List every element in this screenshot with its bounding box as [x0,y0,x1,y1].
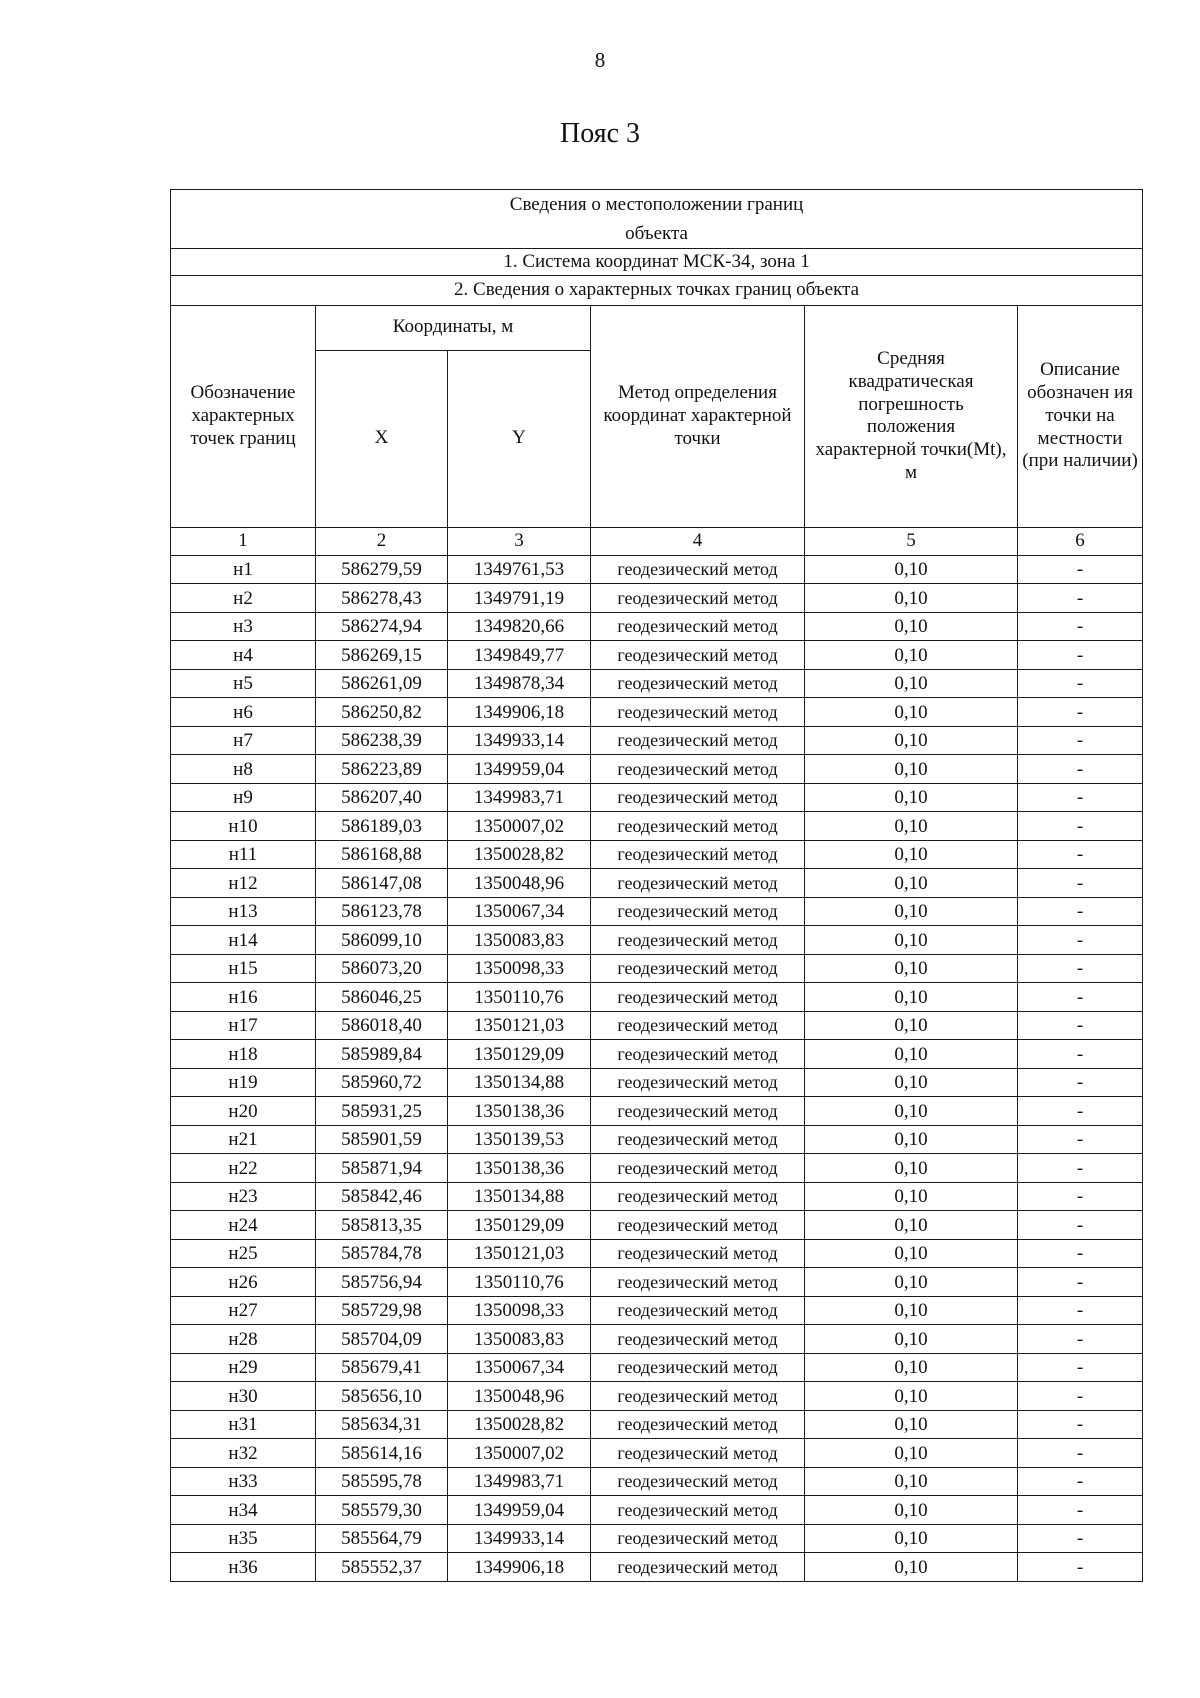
description-cell: - [1018,698,1143,727]
x-coordinate-cell: 585614,16 [316,1439,448,1468]
method-cell: геодезический метод [591,1524,805,1553]
point-cell: н10 [171,812,316,841]
method-cell: геодезический метод [591,812,805,841]
x-coordinate-cell: 585595,78 [316,1467,448,1496]
x-coordinate-cell: 586261,09 [316,669,448,698]
method-cell: геодезический метод [591,1439,805,1468]
y-coordinate-cell: 1349933,14 [448,726,591,755]
y-coordinate-cell: 1350129,09 [448,1040,591,1069]
error-cell: 0,10 [805,926,1018,955]
table-row [171,954,1143,983]
table-row [171,869,1143,898]
description-cell: - [1018,954,1143,983]
error-cell: 0,10 [805,1097,1018,1126]
point-cell: н17 [171,1011,316,1040]
table-row [171,726,1143,755]
point-cell: н1 [171,555,316,584]
error-cell: 0,10 [805,812,1018,841]
error-cell: 0,10 [805,1410,1018,1439]
error-cell: 0,10 [805,1553,1018,1582]
x-coordinate-cell: 586168,88 [316,840,448,869]
error-cell: 0,10 [805,1239,1018,1268]
method-cell: геодезический метод [591,1097,805,1126]
error-cell: 0,10 [805,783,1018,812]
description-cell: - [1018,783,1143,812]
error-cell: 0,10 [805,1154,1018,1183]
x-coordinate-cell: 585931,25 [316,1097,448,1126]
x-coordinate-cell: 586279,59 [316,555,448,584]
description-cell: - [1018,669,1143,698]
description-cell: - [1018,1239,1143,1268]
error-cell: 0,10 [805,1524,1018,1553]
table-row [171,1182,1143,1211]
x-coordinate-cell: 585813,35 [316,1211,448,1240]
description-cell: - [1018,1097,1143,1126]
point-cell: н23 [171,1182,316,1211]
method-cell: геодезический метод [591,755,805,784]
method-cell: геодезический метод [591,1268,805,1297]
x-coordinate-cell: 585704,09 [316,1325,448,1354]
table-row [171,983,1143,1012]
y-coordinate-cell: 1350083,83 [448,926,591,955]
point-cell: н9 [171,783,316,812]
y-coordinate-cell: 1350134,88 [448,1068,591,1097]
description-cell: - [1018,983,1143,1012]
table-row [171,1496,1143,1525]
method-cell: геодезический метод [591,555,805,584]
method-cell: геодезический метод [591,1211,805,1240]
description-cell: - [1018,1068,1143,1097]
point-cell: н31 [171,1410,316,1439]
description-cell: - [1018,612,1143,641]
point-cell: н5 [171,669,316,698]
description-cell: - [1018,755,1143,784]
method-cell: геодезический метод [591,897,805,926]
method-cell: геодезический метод [591,1296,805,1325]
table-row [171,698,1143,727]
error-cell: 0,10 [805,1353,1018,1382]
table-row [171,641,1143,670]
y-coordinate-cell: 1350007,02 [448,812,591,841]
description-cell: - [1018,1040,1143,1069]
point-cell: н33 [171,1467,316,1496]
x-coordinate-cell: 585756,94 [316,1268,448,1297]
point-cell: н15 [171,954,316,983]
point-cell: н29 [171,1353,316,1382]
table-body [171,555,1143,1581]
x-coordinate-cell: 585564,79 [316,1524,448,1553]
table-row [171,897,1143,926]
table-row [171,1467,1143,1496]
point-cell: н20 [171,1097,316,1126]
error-cell: 0,10 [805,1211,1018,1240]
x-coordinate-cell: 585679,41 [316,1353,448,1382]
point-cell: н11 [171,840,316,869]
column-number: 3 [448,527,591,555]
error-cell: 0,10 [805,1296,1018,1325]
header-y: Y [448,350,591,527]
description-cell: - [1018,1553,1143,1582]
point-cell: н7 [171,726,316,755]
point-cell: н36 [171,1553,316,1582]
description-cell: - [1018,1182,1143,1211]
method-cell: геодезический метод [591,926,805,955]
page-number: 8 [594,48,606,72]
header-description: Описание обозначен ия точки на местности (при наличии) [1018,305,1143,527]
method-cell: геодезический метод [591,1325,805,1354]
point-cell: н34 [171,1496,316,1525]
method-cell: геодезический метод [591,726,805,755]
description-cell: - [1018,926,1143,955]
y-coordinate-cell: 1350129,09 [448,1211,591,1240]
description-cell: - [1018,555,1143,584]
point-cell: н22 [171,1154,316,1183]
error-cell: 0,10 [805,1182,1018,1211]
y-coordinate-cell: 1350028,82 [448,840,591,869]
point-cell: н28 [171,1325,316,1354]
error-cell: 0,10 [805,1268,1018,1297]
y-coordinate-cell: 1350083,83 [448,1325,591,1354]
coordinate-system-heading: 1. Система координат МСК-34, зона 1 [171,249,1143,276]
point-cell: н16 [171,983,316,1012]
x-coordinate-cell: 586207,40 [316,783,448,812]
point-cell: н3 [171,612,316,641]
x-coordinate-cell: 585960,72 [316,1068,448,1097]
description-cell: - [1018,1154,1143,1183]
table-row [171,1553,1143,1582]
table-row [171,555,1143,584]
x-coordinate-cell: 585871,94 [316,1154,448,1183]
y-coordinate-cell: 1350139,53 [448,1125,591,1154]
description-cell: - [1018,584,1143,613]
y-coordinate-cell: 1349959,04 [448,1496,591,1525]
x-coordinate-cell: 586238,39 [316,726,448,755]
table-row [171,1068,1143,1097]
x-coordinate-cell: 586123,78 [316,897,448,926]
description-cell: - [1018,1353,1143,1382]
point-cell: н14 [171,926,316,955]
description-cell: - [1018,641,1143,670]
method-cell: геодезический метод [591,783,805,812]
description-cell: - [1018,1496,1143,1525]
x-coordinate-cell: 585784,78 [316,1239,448,1268]
table-row [171,840,1143,869]
description-cell: - [1018,897,1143,926]
method-cell: геодезический метод [591,698,805,727]
y-coordinate-cell: 1349878,34 [448,669,591,698]
table-row [171,812,1143,841]
column-number: 5 [805,527,1018,555]
point-cell: н24 [171,1211,316,1240]
x-coordinate-cell: 586274,94 [316,612,448,641]
method-cell: геодезический метод [591,840,805,869]
column-number: 2 [316,527,448,555]
error-cell: 0,10 [805,555,1018,584]
method-cell: геодезический метод [591,1239,805,1268]
method-cell: геодезический метод [591,1011,805,1040]
description-cell: - [1018,1439,1143,1468]
description-cell: - [1018,1011,1143,1040]
header-error: Средняя квадратическая погрешность положения характерной точки(Mt), м [805,305,1018,527]
description-cell: - [1018,840,1143,869]
table-row [171,1296,1143,1325]
method-cell: геодезический метод [591,954,805,983]
y-coordinate-cell: 1350138,36 [448,1097,591,1126]
y-coordinate-cell: 1349983,71 [448,783,591,812]
x-coordinate-cell: 586046,25 [316,983,448,1012]
table-row [171,1011,1143,1040]
y-coordinate-cell: 1350007,02 [448,1439,591,1468]
y-coordinate-cell: 1350121,03 [448,1011,591,1040]
error-cell: 0,10 [805,1467,1018,1496]
x-coordinate-cell: 586278,43 [316,584,448,613]
header-point-designation: Обозначение характерных точек границ [171,305,316,527]
table-row [171,1439,1143,1468]
method-cell: геодезический метод [591,1068,805,1097]
point-cell: н27 [171,1296,316,1325]
x-coordinate-cell: 585656,10 [316,1382,448,1411]
y-coordinate-cell: 1349791,19 [448,584,591,613]
description-cell: - [1018,1325,1143,1354]
method-cell: геодезический метод [591,612,805,641]
description-cell: - [1018,1410,1143,1439]
error-cell: 0,10 [805,726,1018,755]
method-cell: геодезический метод [591,1410,805,1439]
points-info-heading: 2. Сведения о характерных точках границ объекта [171,276,1143,306]
method-cell: геодезический метод [591,1040,805,1069]
x-coordinate-cell: 586250,82 [316,698,448,727]
x-coordinate-cell: 585634,31 [316,1410,448,1439]
error-cell: 0,10 [805,612,1018,641]
point-cell: н21 [171,1125,316,1154]
error-cell: 0,10 [805,641,1018,670]
method-cell: геодезический метод [591,869,805,898]
header-x: X [316,350,448,527]
x-coordinate-cell: 586073,20 [316,954,448,983]
method-cell: геодезический метод [591,983,805,1012]
x-coordinate-cell: 585901,59 [316,1125,448,1154]
method-cell: геодезический метод [591,669,805,698]
description-cell: - [1018,1268,1143,1297]
zone-title: Пояс 3 [560,118,640,149]
table-row [171,1040,1143,1069]
point-cell: н12 [171,869,316,898]
column-number: 1 [171,527,316,555]
description-cell: - [1018,1125,1143,1154]
description-cell: - [1018,1211,1143,1240]
error-cell: 0,10 [805,584,1018,613]
x-coordinate-cell: 586269,15 [316,641,448,670]
table-row [171,1154,1143,1183]
x-coordinate-cell: 586018,40 [316,1011,448,1040]
y-coordinate-cell: 1349849,77 [448,641,591,670]
description-cell: - [1018,1467,1143,1496]
error-cell: 0,10 [805,1011,1018,1040]
point-cell: н6 [171,698,316,727]
table-row [171,584,1143,613]
y-coordinate-cell: 1349983,71 [448,1467,591,1496]
x-coordinate-cell: 586099,10 [316,926,448,955]
table-row [171,1125,1143,1154]
error-cell: 0,10 [805,954,1018,983]
error-cell: 0,10 [805,755,1018,784]
method-cell: геодезический метод [591,1467,805,1496]
point-cell: н2 [171,584,316,613]
y-coordinate-cell: 1350121,03 [448,1239,591,1268]
x-coordinate-cell: 586189,03 [316,812,448,841]
table-row [171,1325,1143,1354]
x-coordinate-cell: 585989,84 [316,1040,448,1069]
point-cell: н35 [171,1524,316,1553]
table-row [171,755,1143,784]
y-coordinate-cell: 1350098,33 [448,1296,591,1325]
y-coordinate-cell: 1350138,36 [448,1154,591,1183]
error-cell: 0,10 [805,1439,1018,1468]
y-coordinate-cell: 1350110,76 [448,983,591,1012]
error-cell: 0,10 [805,897,1018,926]
y-coordinate-cell: 1349959,04 [448,755,591,784]
error-cell: 0,10 [805,869,1018,898]
error-cell: 0,10 [805,840,1018,869]
method-cell: геодезический метод [591,1125,805,1154]
description-cell: - [1018,1382,1143,1411]
y-coordinate-cell: 1350098,33 [448,954,591,983]
point-cell: н19 [171,1068,316,1097]
table-row [171,1382,1143,1411]
point-cell: н4 [171,641,316,670]
x-coordinate-cell: 585842,46 [316,1182,448,1211]
table-row [171,926,1143,955]
table-title: Сведения о местоположении границ объекта [171,190,1143,249]
x-coordinate-cell: 586147,08 [316,869,448,898]
table-row [171,1410,1143,1439]
method-cell: геодезический метод [591,1154,805,1183]
y-coordinate-cell: 1350134,88 [448,1182,591,1211]
table-row [171,1268,1143,1297]
column-number: 6 [1018,527,1143,555]
method-cell: геодезический метод [591,641,805,670]
point-cell: н8 [171,755,316,784]
error-cell: 0,10 [805,1496,1018,1525]
error-cell: 0,10 [805,1125,1018,1154]
error-cell: 0,10 [805,983,1018,1012]
y-coordinate-cell: 1350048,96 [448,1382,591,1411]
point-cell: н26 [171,1268,316,1297]
error-cell: 0,10 [805,698,1018,727]
method-cell: геодезический метод [591,1496,805,1525]
table-row [171,1524,1143,1553]
y-coordinate-cell: 1350028,82 [448,1410,591,1439]
y-coordinate-cell: 1350048,96 [448,869,591,898]
error-cell: 0,10 [805,1068,1018,1097]
header-method: Метод определения координат характерной точки [591,305,805,527]
method-cell: геодезический метод [591,1353,805,1382]
y-coordinate-cell: 1350110,76 [448,1268,591,1297]
y-coordinate-cell: 1350067,34 [448,897,591,926]
description-cell: - [1018,1524,1143,1553]
table-row [171,1097,1143,1126]
point-cell: н13 [171,897,316,926]
table-row [171,669,1143,698]
y-coordinate-cell: 1350067,34 [448,1353,591,1382]
error-cell: 0,10 [805,1325,1018,1354]
boundary-points-table [170,189,1143,1582]
method-cell: геодезический метод [591,584,805,613]
description-cell: - [1018,726,1143,755]
x-coordinate-cell: 586223,89 [316,755,448,784]
table-row [171,1211,1143,1240]
description-cell: - [1018,1296,1143,1325]
y-coordinate-cell: 1349820,66 [448,612,591,641]
description-cell: - [1018,869,1143,898]
description-cell: - [1018,812,1143,841]
table-row [171,783,1143,812]
point-cell: н25 [171,1239,316,1268]
x-coordinate-cell: 585552,37 [316,1553,448,1582]
method-cell: геодезический метод [591,1382,805,1411]
point-cell: н32 [171,1439,316,1468]
header-coordinates: Координаты, м [316,305,591,350]
column-number: 4 [591,527,805,555]
error-cell: 0,10 [805,1040,1018,1069]
y-coordinate-cell: 1349906,18 [448,1553,591,1582]
x-coordinate-cell: 585729,98 [316,1296,448,1325]
error-cell: 0,10 [805,669,1018,698]
table-row [171,1353,1143,1382]
table-row [171,612,1143,641]
error-cell: 0,10 [805,1382,1018,1411]
point-cell: н18 [171,1040,316,1069]
method-cell: геодезический метод [591,1182,805,1211]
table-row [171,1239,1143,1268]
y-coordinate-cell: 1349906,18 [448,698,591,727]
y-coordinate-cell: 1349933,14 [448,1524,591,1553]
x-coordinate-cell: 585579,30 [316,1496,448,1525]
method-cell: геодезический метод [591,1553,805,1582]
y-coordinate-cell: 1349761,53 [448,555,591,584]
point-cell: н30 [171,1382,316,1411]
